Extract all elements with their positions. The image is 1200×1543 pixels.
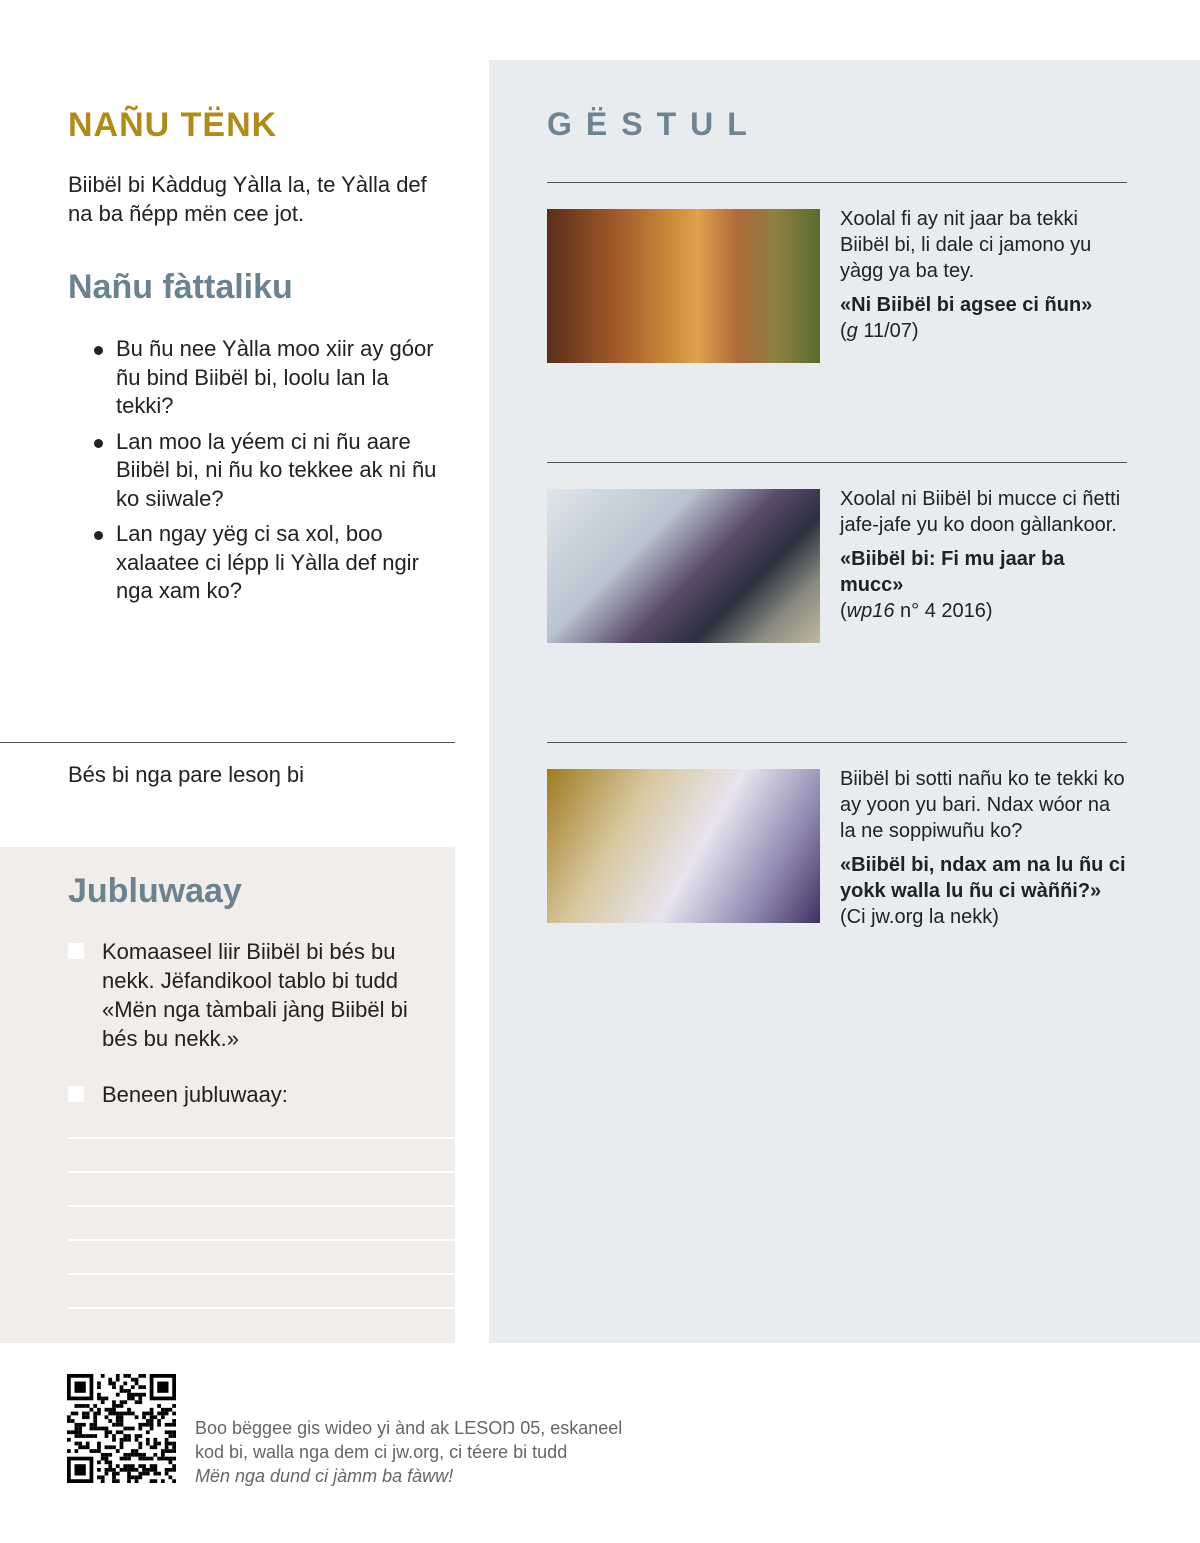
write-line[interactable]: [68, 1171, 455, 1173]
review-heading: Nañu fàttaliku: [68, 268, 293, 306]
checkbox[interactable]: [68, 1086, 84, 1102]
scroll-writing-image[interactable]: [547, 769, 820, 923]
goal-item[interactable]: Beneen jubluwaay:: [68, 1080, 438, 1109]
checkbox[interactable]: [68, 943, 84, 959]
goal-item[interactable]: Komaaseel liir Biibël bi bés bu nekk. Jëfandikool tablo bi tudd «Mën nga tàmbali jàng Biibël bi bés bu nekk.»: [68, 937, 438, 1053]
goals-heading: Jubluwaay: [68, 872, 242, 910]
divider: [547, 182, 1127, 183]
divider: [547, 462, 1127, 463]
review-item: Bu ñu nee Yàlla moo xiir ay góor ñu bind Biibël bi, loolu lan la tekki?: [92, 335, 452, 421]
study-card: Xoolal ni Biibël bi mucce ci ñetti jafe-jafe yu ko doon gàllankoor. «Biibël bi: Fi mu jaar ba mucc» (wp16 n° 4 2016): [840, 486, 1130, 624]
review-item: Lan ngay yëg ci sa xol, boo xalaatee ci lépp li Yàlla def ngir nga xam ko?: [92, 520, 452, 606]
translators-image[interactable]: [547, 209, 820, 363]
review-item: Lan moo la yéem ci ni ñu aare Biibël bi, ni ñu ko tekkee ak ni ñu ko siiwale?: [92, 428, 452, 514]
write-line[interactable]: [68, 1239, 455, 1241]
further-study-title: GËSTUL: [547, 106, 761, 142]
footer-text: Boo bëggee gis wideo yi ànd ak LESOŊ 05, eskaneel kod bi, walla nga dem ci jw.org, ci téere bi tudd Mën nga dund ci jàmm ba fàww!: [195, 1418, 623, 1486]
completion-date-label: Bés bi nga pare lesoŋ bi: [68, 762, 305, 787]
qr-code-icon[interactable]: [67, 1374, 176, 1483]
article-link[interactable]: «Biibël bi: Fi mu jaar ba mucc»: [840, 548, 1065, 596]
summary-title: NAÑU TËNK: [68, 106, 278, 144]
write-line[interactable]: [68, 1307, 455, 1309]
museum-image[interactable]: [547, 489, 820, 643]
write-line[interactable]: [68, 1137, 455, 1139]
review-list: [92, 335, 452, 613]
study-card: Xoolal fi ay nit jaar ba tekki Biibël bi, li dale ci jamono yu yàgg ya ba tey. «Ni Biibël bi agsee ci ñun» (g 11/07): [840, 206, 1130, 344]
divider: [547, 742, 1127, 743]
write-line[interactable]: [68, 1273, 455, 1275]
study-card: Biibël bi sotti nañu ko te tekki ko ay yoon yu bari. Ndax wóor na la ne soppiwuñu ko? «Biibël bi, ndax am na lu ñu ci yokk walla lu ñu ci wàññi?» (Ci jw.org la nekk): [840, 766, 1130, 930]
article-link[interactable]: «Ni Biibël bi agsee ci ñun»: [840, 294, 1093, 316]
divider: [0, 742, 455, 743]
article-link[interactable]: «Biibël bi, ndax am na lu ñu ci yokk walla lu ñu ci wàññi?»: [840, 854, 1126, 902]
summary-text: Biibël bi Kàddug Yàlla la, te Yàlla def na ba ñépp mën cee jot.: [68, 172, 427, 226]
write-line[interactable]: [68, 1205, 455, 1207]
